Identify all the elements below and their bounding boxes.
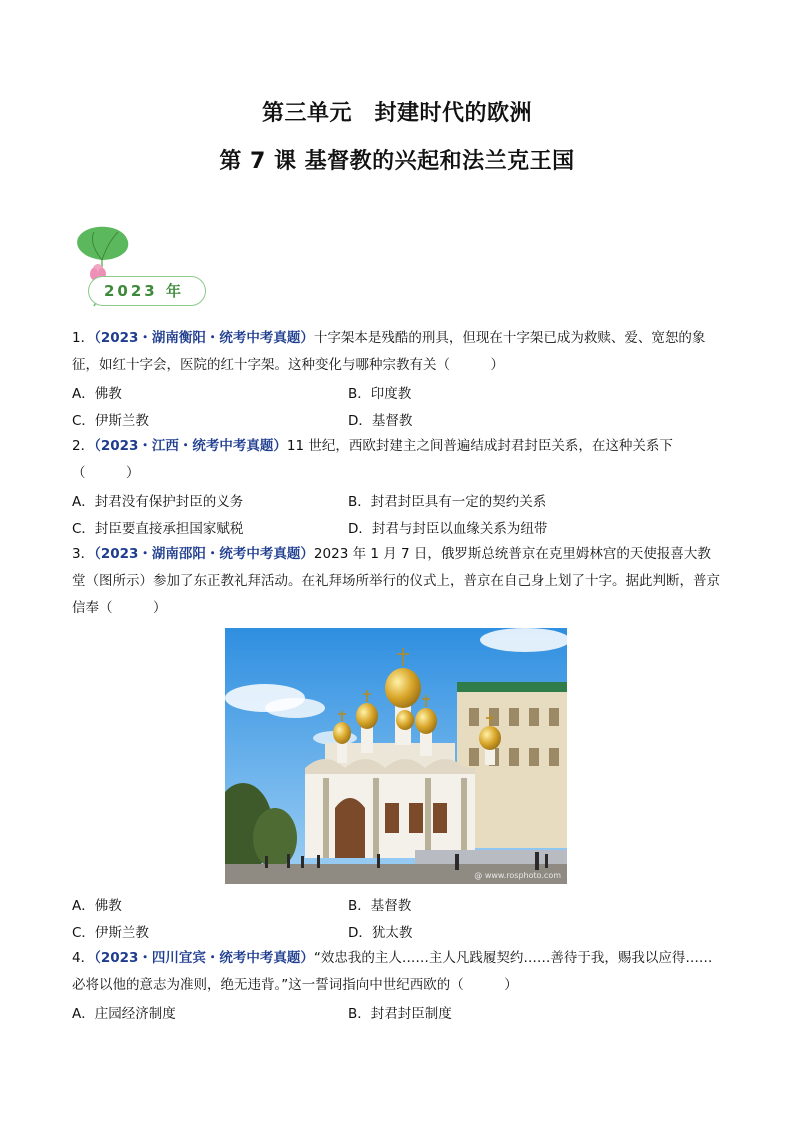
cathedral-photo bbox=[225, 628, 567, 884]
option-b: B．基督教 bbox=[348, 898, 412, 914]
question-number: 1． bbox=[72, 330, 95, 346]
question-source: （2023・湖南邵阳・统考中考真题） bbox=[94, 546, 314, 562]
photo-watermark: @ www.rosphoto.com bbox=[474, 871, 561, 880]
option-d: D．犹太教 bbox=[348, 925, 413, 941]
option-d: D．封君与封臣以血缘关系为纽带 bbox=[348, 521, 548, 537]
question-text: “效忠我的主人……主人凡践履契约……善待于我，赐我以应得……必将以他的意志为准则，绝无违背。”这一誓词指向中世纪西欧的（ ） bbox=[72, 950, 713, 993]
option-c: C．伊斯兰教 bbox=[72, 925, 149, 941]
year-badge bbox=[72, 222, 212, 314]
option-c: C．封臣要直接承担国家赋税 bbox=[72, 521, 244, 537]
question-text: 11 世纪，西欧封建主之间普遍结成封君封臣关系，在这种关系下（ ） bbox=[72, 438, 673, 481]
cathedral-illustration bbox=[225, 628, 567, 884]
question-text: 十字架本是残酷的刑具，但现在十字架已成为救赎、爱、宽恕的象征，如红十字会，医院的红十字架。这种变化与哪种宗教有关（ ） bbox=[72, 330, 706, 373]
question-number: 4． bbox=[72, 950, 95, 966]
option-d: D．基督教 bbox=[348, 413, 413, 429]
option-b: B．封君封臣具有一定的契约关系 bbox=[348, 494, 547, 510]
option-b: B．封君封臣制度 bbox=[348, 1006, 452, 1022]
option-b: B．印度教 bbox=[348, 386, 412, 402]
question-number: 3． bbox=[72, 546, 95, 562]
question-1 bbox=[72, 325, 724, 379]
question-2 bbox=[72, 433, 724, 487]
question-4 bbox=[72, 945, 724, 999]
question-3 bbox=[72, 541, 724, 622]
unit-title: 第三单元 封建时代的欧洲 bbox=[261, 101, 532, 126]
option-c: C．伊斯兰教 bbox=[72, 413, 149, 429]
year-label: 2023 年 bbox=[104, 282, 184, 300]
option-a: A．佛教 bbox=[72, 898, 122, 914]
lesson-title: 第 7 课 基督教的兴起和法兰克王国 bbox=[219, 149, 575, 174]
question-source: （2023・四川宜宾・统考中考真题） bbox=[94, 950, 314, 966]
option-a: A．佛教 bbox=[72, 386, 122, 402]
option-a: A．封君没有保护封臣的义务 bbox=[72, 494, 244, 510]
option-a: A．庄园经济制度 bbox=[72, 1006, 176, 1022]
question-source: （2023・江西・统考中考真题） bbox=[94, 438, 287, 454]
question-source: （2023・湖南衡阳・统考中考真题） bbox=[94, 330, 314, 346]
question-text: 2023 年 1 月 7 日，俄罗斯总统普京在克里姆林宫的天使报喜大教堂（图所示）参加了东正教礼拜活动。在礼拜场所举行的仪式上，普京在自己身上划了十字。据此判断，普京信奉（ ） bbox=[72, 546, 720, 616]
question-number: 2． bbox=[72, 438, 95, 454]
